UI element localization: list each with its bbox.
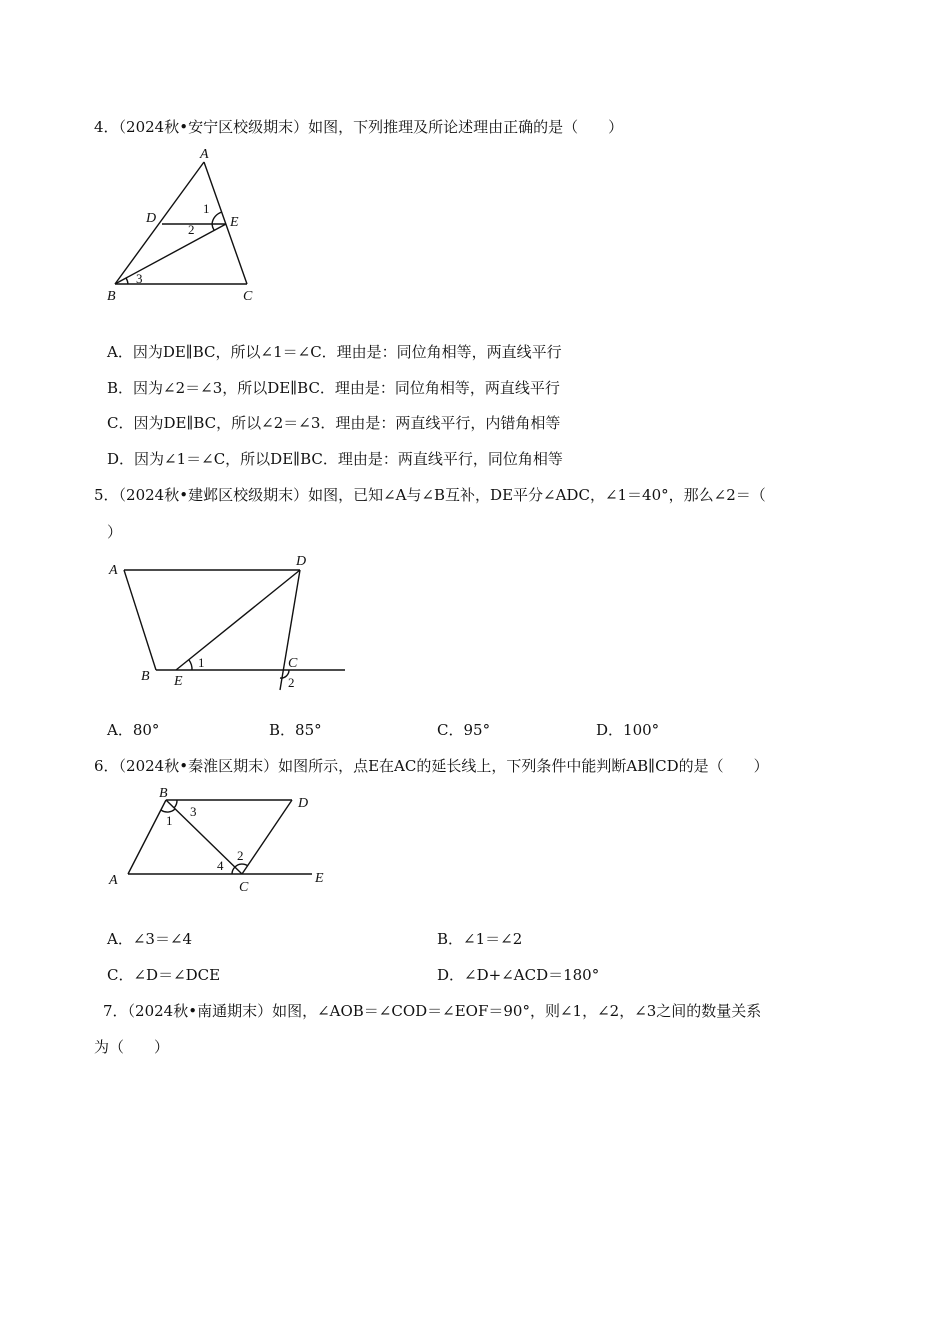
q4-label-angle2: 2: [188, 222, 195, 237]
q6-segment-dc: [242, 800, 292, 874]
q4-angle1-arc: [212, 212, 222, 224]
q6-label-c: C: [239, 880, 249, 895]
q7-stem-line1: 7．（2024秋•南通期末）如图，∠AOB＝∠COD＝∠EOF＝90°，则∠1，∠2，∠3之间的数量关系: [103, 1002, 762, 1020]
q5-figure: [100, 548, 355, 698]
q5-stem-line2: ）: [107, 523, 123, 541]
q4-label-d: D: [146, 211, 157, 226]
q6-label-angle3: 3: [190, 804, 197, 819]
q4-angle2-arc: [212, 224, 214, 230]
q5-label-d: D: [296, 554, 307, 569]
q5-label-angle1: 1: [198, 655, 205, 670]
q5-label-angle2: 2: [288, 675, 295, 690]
q5-label-b: B: [141, 669, 150, 684]
q6-segment-bc: [166, 800, 242, 874]
q6-option-d: D．∠D+∠ACD＝180°: [437, 966, 600, 984]
q5-option-d: D．100°: [596, 721, 660, 739]
q5-line-dc: [280, 570, 300, 690]
q4-option-d: D．因为∠1＝∠C，所以DE∥BC．理由是：两直线平行，同位角相等: [107, 450, 563, 468]
q4-option-a: A．因为DE∥BC，所以∠1＝∠C．理由是：同位角相等，两直线平行: [107, 343, 562, 361]
q6-label-b: B: [159, 786, 168, 801]
q5-angle1-arc: [189, 660, 192, 670]
q6-segment-ab: [128, 800, 166, 874]
q6-label-e: E: [315, 871, 324, 886]
q6-angle2-arc: [235, 864, 248, 867]
q6-figure: [100, 780, 340, 895]
q6-label-angle1: 1: [166, 813, 173, 828]
q6-label-angle2: 2: [237, 848, 244, 863]
q6-stem: 6．（2024秋•秦淮区期末）如图所示，点E在AC的延长线上，下列条件中能判断AB∥CD的是（ ）: [94, 757, 769, 775]
q4-label-e: E: [230, 215, 239, 230]
q4-label-a: A: [200, 147, 209, 162]
q6-option-a: A．∠3＝∠4: [107, 930, 193, 948]
q4-figure: [100, 140, 270, 310]
q4-label-b: B: [107, 289, 116, 304]
q5-label-e: E: [174, 674, 183, 689]
q5-option-c: C．95°: [437, 721, 491, 739]
q4-stem: 4．（2024秋•安宁区校级期末）如图，下列推理及所论述理由正确的是（ ）: [94, 118, 624, 136]
q6-label-d: D: [298, 796, 309, 811]
q5-label-a: A: [109, 563, 118, 578]
q6-angle3-arc: [174, 800, 177, 808]
q4-option-b: B．因为∠2＝∠3，所以DE∥BC．理由是：同位角相等，两直线平行: [107, 379, 560, 397]
q5-label-c: C: [288, 656, 298, 671]
q5-segment-ab: [124, 570, 156, 670]
q4-segment-be: [115, 224, 226, 284]
q5-segment-de: [176, 570, 300, 670]
q5-stem-line1: 5．（2024秋•建邺区校级期末）如图，已知∠A与∠B互补，DE平分∠ADC，∠1＝40°，那么∠2＝（: [94, 486, 766, 504]
q7-stem-line2: 为（ ）: [94, 1038, 170, 1056]
q4-label-c: C: [243, 289, 253, 304]
q6-option-b: B．∠1＝∠2: [437, 930, 523, 948]
q4-option-c: C．因为DE∥BC，所以∠2＝∠3．理由是：两直线平行，内错角相等: [107, 414, 561, 432]
q4-segment-ac: [204, 162, 247, 284]
q4-label-angle3: 3: [136, 271, 143, 286]
q6-label-angle4: 4: [217, 858, 224, 873]
q6-angle1-arc: [161, 809, 175, 812]
q4-angle3-arc: [126, 278, 128, 284]
q4-label-angle1: 1: [203, 201, 210, 216]
q5-option-b: B．85°: [269, 721, 322, 739]
q6-option-c: C．∠D＝∠DCE: [107, 966, 221, 984]
q6-label-a: A: [109, 873, 118, 888]
q6-angle4-arc: [232, 867, 235, 874]
q5-option-a: A．80°: [107, 721, 160, 739]
